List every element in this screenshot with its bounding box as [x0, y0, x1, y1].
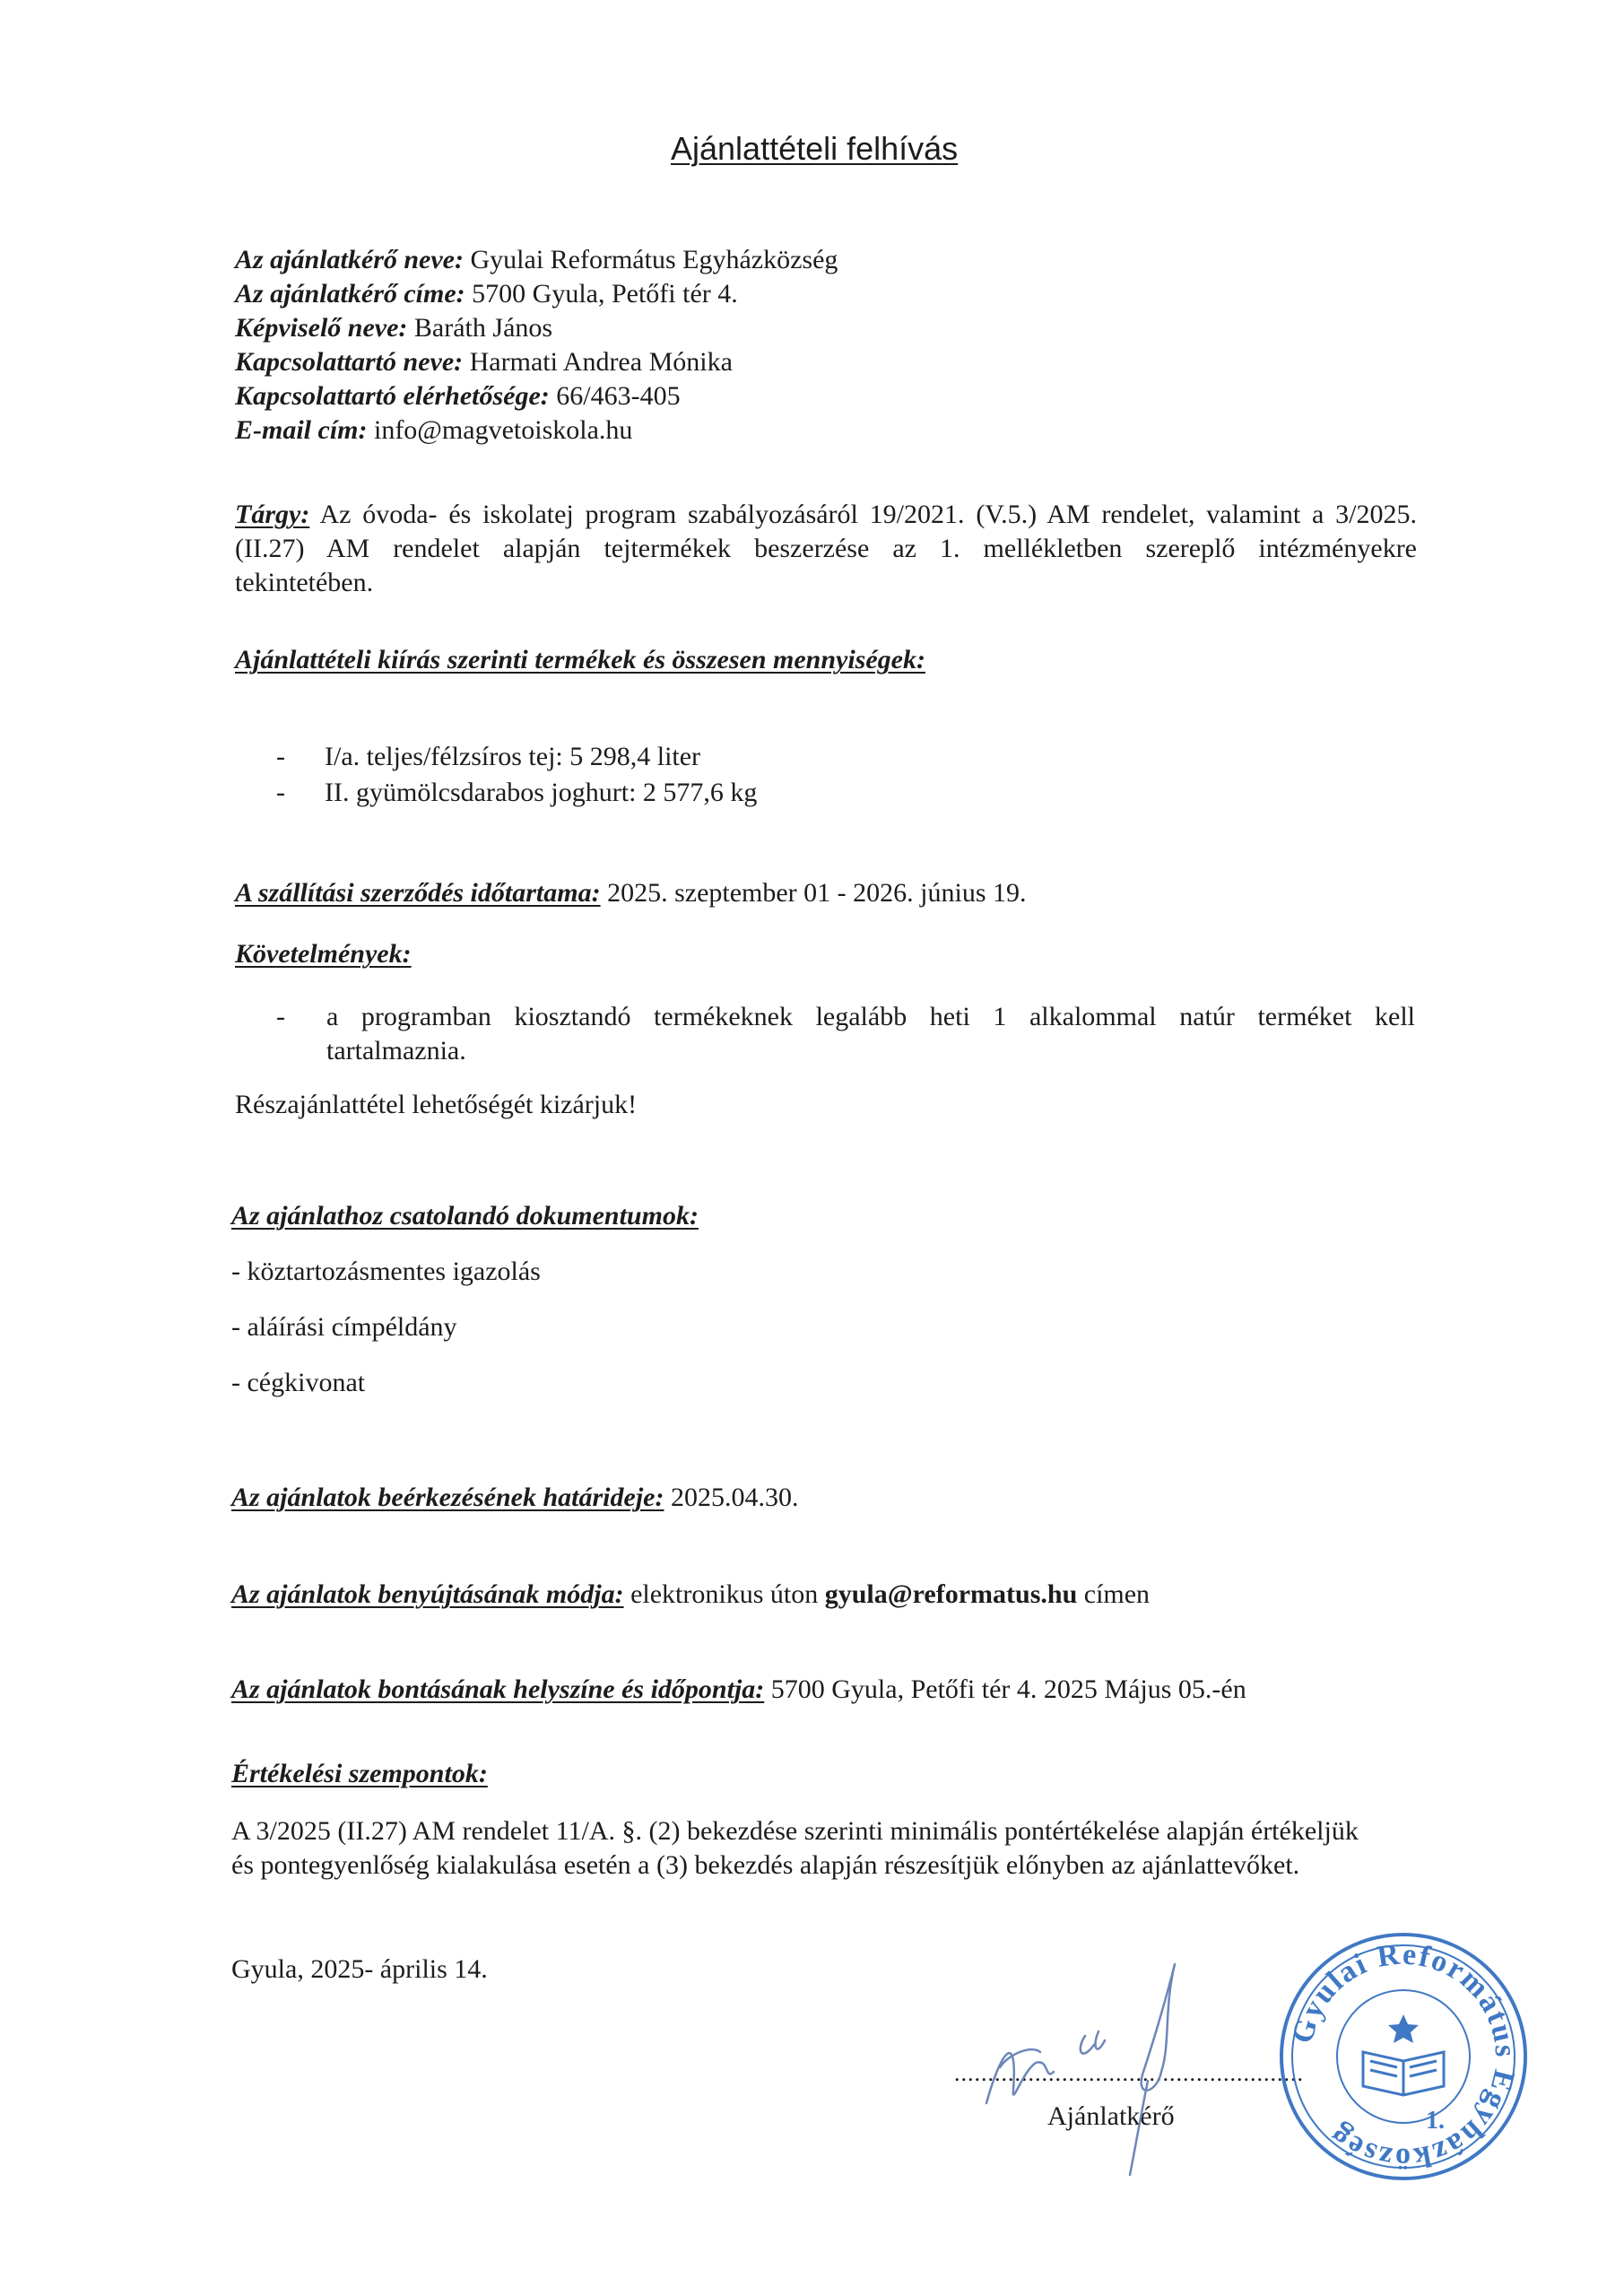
contact-row — [235, 346, 733, 378]
requester-name-row — [235, 244, 838, 276]
submission-label: Az ajánlatok benyújtásának módja: — [231, 1579, 624, 1609]
deadline-value: 2025.04.30. — [670, 1483, 799, 1512]
contact-label: Kapcsolattartó neve: — [235, 347, 464, 377]
requirement-line-2: tartalmaznia. — [326, 1036, 466, 1065]
open-book-icon — [1363, 2052, 1444, 2095]
subject-text-1: Az óvoda- és iskolatej program szabályozásáról 19/2021. (V.5.) AM rendelet, valamint a 3/2025. — [319, 500, 1417, 529]
requester-address-label: Az ajánlatkérő címe: — [235, 279, 465, 309]
document-item: - cégkivonat — [231, 1368, 366, 1397]
submission-suffix: címen — [1083, 1579, 1151, 1609]
contact-name: Harmati Andrea Mónika — [469, 347, 733, 377]
submission-email: gyula@reformatus.hu — [824, 1579, 1078, 1609]
product-item-milk: I/a. teljes/félzsíros tej: 5 298,4 liter — [325, 742, 701, 771]
bullet-dash: - — [276, 742, 285, 771]
subject-line-1 — [235, 499, 1417, 531]
stamp-ring-text: Gyulai Református Egyházközség — [1285, 1937, 1523, 2176]
duration-value: 2025. szeptember 01 - 2026. június 19. — [607, 878, 1027, 908]
opening-row — [231, 1674, 1246, 1706]
document-item: - aláírási címpéldány — [231, 1312, 457, 1342]
requirement-line-1: a programban kiosztandó termékeknek legalább heti 1 alkalommal natúr terméket kell — [326, 1002, 1415, 1031]
email-row — [235, 414, 632, 447]
duration-row — [235, 877, 1027, 909]
signature-caption: Ajánlatkérő — [1047, 2101, 1175, 2131]
deadline-row — [231, 1482, 798, 1514]
handwritten-signature — [951, 1946, 1238, 2179]
subject-line-3: tekintetében. — [235, 568, 374, 597]
contact-phone-row — [235, 380, 681, 413]
partial-offer-note: Részajánlattétel lehetőségét kizárjuk! — [235, 1090, 638, 1119]
page-title: Ajánlattételi felhívás — [671, 130, 959, 167]
stamp-number: 1. — [1426, 2107, 1445, 2135]
contact-phone: 66/463-405 — [556, 381, 681, 411]
evaluation-heading: Értékelési szempontok: — [231, 1759, 488, 1788]
place-date: Gyula, 2025- április 14. — [231, 1954, 488, 1984]
evaluation-line-1: A 3/2025 (II.27) AM rendelet 11/A. §. (2) bekezdése szerinti minimális pontértékelése alapján értékeljük — [231, 1816, 1359, 1846]
submission-prefix: elektronikus úton — [630, 1579, 819, 1609]
product-item-yoghurt: II. gyümölcsdarabos joghurt: 2 577,6 kg — [325, 778, 758, 807]
requirements-heading: Követelmények: — [235, 939, 412, 969]
bullet-dash: - — [276, 1002, 285, 1031]
signature-dots: .................................................... — [954, 2060, 1304, 2086]
contact-phone-label: Kapcsolattartó elérhetősége: — [235, 381, 550, 411]
requester-name: Gyulai Református Egyházközség — [470, 245, 838, 274]
document-item: - köztartozásmentes igazolás — [231, 1257, 541, 1286]
opening-value: 5700 Gyula, Petőfi tér 4. 2025 Május 05.-én — [770, 1674, 1246, 1704]
deadline-label: Az ajánlatok beérkezésének határideje: — [231, 1483, 664, 1512]
representative-name: Baráth János — [413, 313, 553, 343]
submission-row — [231, 1578, 1150, 1611]
round-stamp — [1273, 1926, 1533, 2187]
requester-address: 5700 Gyula, Petőfi tér 4. — [472, 279, 738, 309]
evaluation-line-2: és pontegyenlőség kialakulása esetén a (3) bekezdés alapján részesítjük előnyben az ajánlattevőket. — [231, 1850, 1300, 1880]
representative-label: Képviselő neve: — [235, 313, 408, 343]
opening-label: Az ajánlatok bontásának helyszíne és időpontja: — [231, 1674, 765, 1704]
subject-label: Tárgy: — [235, 500, 310, 529]
requester-name-label: Az ajánlatkérő neve: — [235, 245, 464, 274]
star-icon — [1388, 2014, 1419, 2043]
duration-label: A szállítási szerződés időtartama: — [235, 878, 601, 908]
subject-line-2: (II.27) AM rendelet alapján tejtermékek beszerzése az 1. mellékletben szereplő intézményekre — [235, 534, 1417, 563]
bullet-dash: - — [276, 778, 285, 807]
email-value: info@magvetoiskola.hu — [373, 415, 633, 445]
email-label: E-mail cím: — [235, 415, 368, 445]
representative-row — [235, 312, 552, 344]
products-heading: Ajánlattételi kiírás szerinti termékek és összesen mennyiségek: — [235, 645, 925, 674]
documents-heading: Az ajánlathoz csatolandó dokumentumok: — [231, 1201, 699, 1231]
requester-address-row — [235, 278, 738, 310]
